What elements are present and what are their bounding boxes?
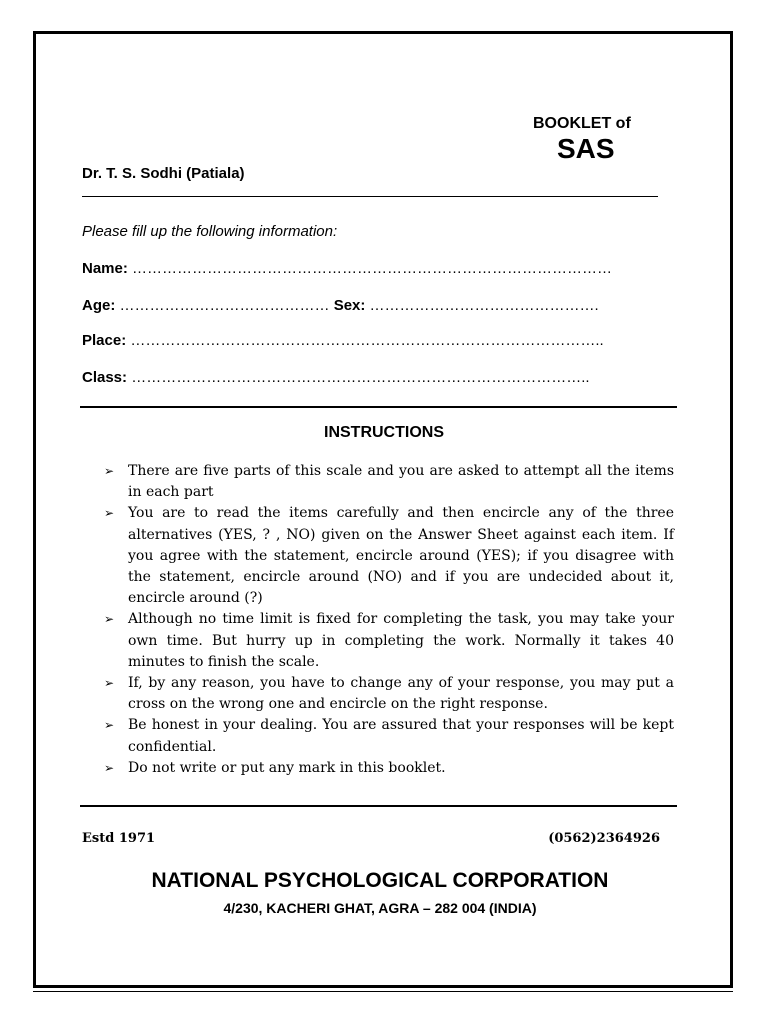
instruction-text: Although no time limit is fixed for completing the task, you may take your own time. But hurry up in completing the work. Normally it takes 40 minutes to finish the scale. bbox=[128, 611, 674, 670]
booklet-title: SAS bbox=[557, 133, 615, 164]
arrow-bullet-icon: ➢ bbox=[104, 464, 115, 478]
list-item bbox=[104, 715, 674, 757]
instruction-text: You are to read the items carefully and then encircle any of the three alternatives (YES, ? , NO) given on the Answer Sheet against each item. If you agree with the statement, encircle around (YES); if you disagree with the statement, encircle around (NO) and if you are undecided about it, encircle around (?) bbox=[128, 505, 674, 607]
phone-number: (0562)2364926 bbox=[548, 831, 660, 846]
age-blank[interactable]: …………………………………… bbox=[119, 297, 330, 314]
arrow-bullet-icon: ➢ bbox=[104, 506, 115, 521]
arrow-bullet-icon: ➢ bbox=[104, 676, 115, 691]
name-blank[interactable]: …………………………………………………………………………………… bbox=[132, 260, 613, 277]
sex-label: Sex: bbox=[333, 297, 366, 314]
arrow-bullet-icon: ➢ bbox=[104, 612, 115, 627]
place-field[interactable] bbox=[82, 332, 604, 349]
name-field[interactable] bbox=[82, 260, 612, 277]
age-sex-field bbox=[82, 297, 599, 314]
list-item bbox=[104, 758, 674, 779]
list-item bbox=[104, 673, 674, 715]
place-label: Place: bbox=[82, 332, 127, 349]
sex-blank[interactable]: ………………………………………. bbox=[369, 297, 599, 314]
list-item bbox=[104, 609, 674, 673]
name-label: Name: bbox=[82, 260, 128, 277]
instruction-text: Do not write or put any mark in this booklet. bbox=[128, 759, 446, 776]
instructions-heading: INSTRUCTIONS bbox=[324, 424, 444, 441]
page-border-shadow bbox=[33, 991, 733, 992]
list-item bbox=[104, 503, 674, 609]
publisher-address: 4/230, KACHERI GHAT, AGRA – 282 004 (INDIA) bbox=[223, 900, 537, 916]
instruction-text: If, by any reason, you have to change any of your response, you may put a cross on the wrong one and encircle on the right response. bbox=[128, 675, 674, 713]
booklet-label: BOOKLET of bbox=[533, 115, 631, 132]
instructions-divider bbox=[80, 805, 677, 807]
author-divider bbox=[82, 196, 658, 197]
class-blank[interactable]: ……………………………………………………………………………….. bbox=[131, 369, 590, 386]
instruction-text: There are five parts of this scale and you are asked to attempt all the items in each part bbox=[128, 463, 674, 501]
form-prompt: Please fill up the following information: bbox=[82, 223, 338, 240]
age-label: Age: bbox=[82, 297, 116, 314]
arrow-bullet-icon: ➢ bbox=[104, 718, 115, 733]
instruction-text: Be honest in your dealing. You are assured that your responses will be kept confidential. bbox=[128, 717, 674, 755]
author: Dr. T. S. Sodhi (Patiala) bbox=[82, 165, 245, 182]
class-field[interactable] bbox=[82, 369, 590, 386]
place-blank[interactable]: ………………………………………………………………………………….. bbox=[130, 332, 604, 349]
instructions-list bbox=[104, 461, 674, 779]
class-label: Class: bbox=[82, 369, 128, 386]
list-item bbox=[104, 461, 674, 503]
form-divider bbox=[80, 406, 677, 408]
publisher-name: NATIONAL PSYCHOLOGICAL CORPORATION bbox=[151, 869, 609, 892]
established-year: Estd 1971 bbox=[82, 831, 156, 846]
arrow-bullet-icon: ➢ bbox=[104, 760, 115, 775]
